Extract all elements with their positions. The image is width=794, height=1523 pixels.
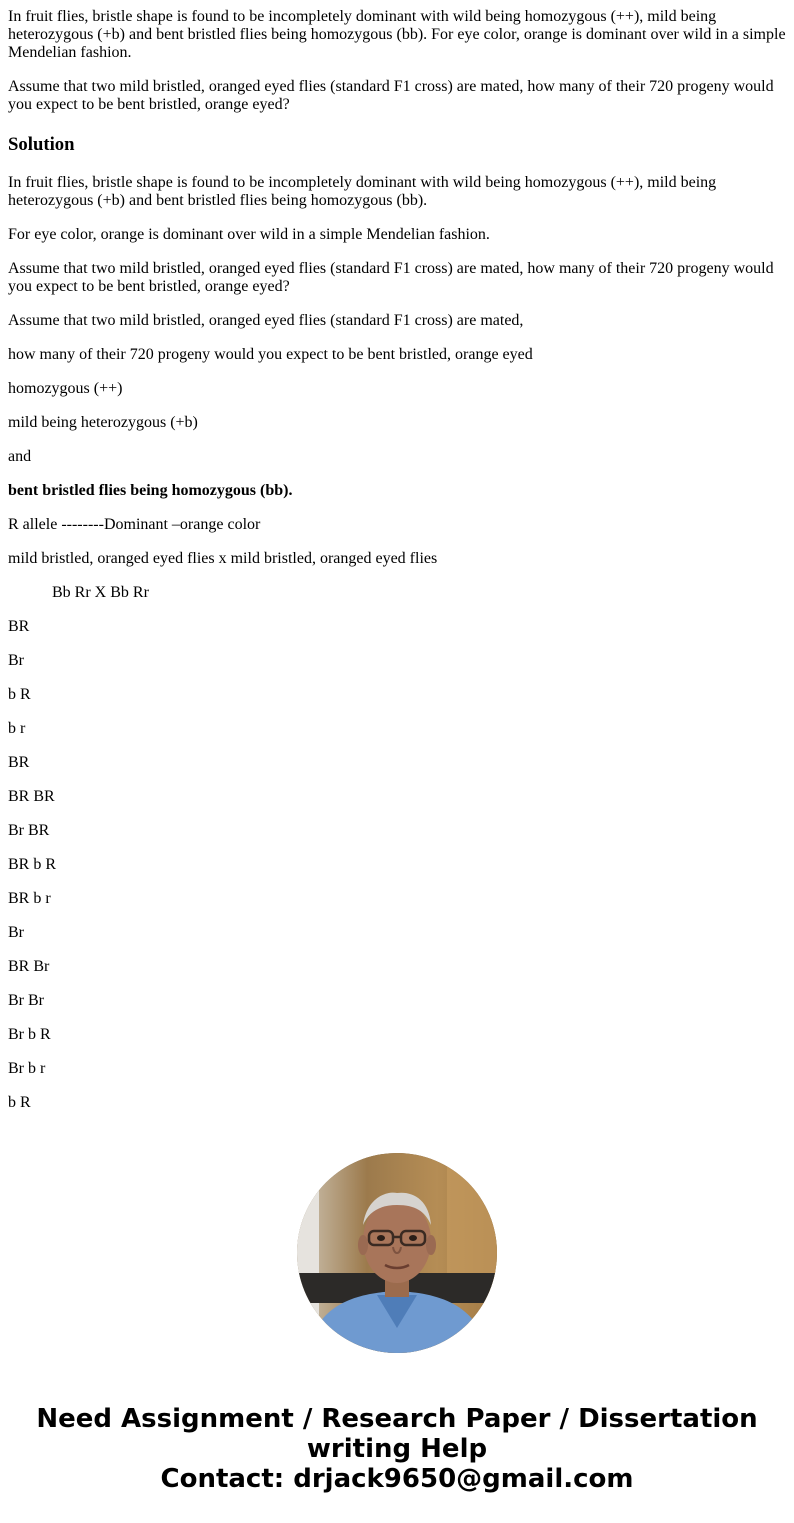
- solution-heading: Solution: [8, 134, 75, 155]
- punnett-line: Br: [8, 924, 24, 941]
- gamete-line: BR: [8, 618, 30, 635]
- cta-line-1: Need Assignment / Research Paper / Dissertation: [36, 1404, 758, 1434]
- solution-line: In fruit flies, bristle shape is found to be incompletely dominant with wild being homozygous (++), mild being heterozygous (+b) and bent bristled flies being homozygous (bb).: [8, 174, 717, 209]
- punnett-line: Br b r: [8, 1060, 46, 1077]
- author-portrait-image: [297, 1153, 497, 1353]
- punnett-line: Br Br: [8, 992, 44, 1009]
- solution-line: Assume that two mild bristled, oranged eyed flies (standard F1 cross) are mated,: [8, 312, 524, 329]
- punnett-line: BR b r: [8, 890, 51, 907]
- solution-line: homozygous (++): [8, 380, 123, 397]
- gamete-line: b r: [8, 720, 26, 737]
- solution-line: R allele --------Dominant –orange color: [8, 516, 261, 533]
- punnett-line: Br b R: [8, 1026, 51, 1043]
- punnett-line: b R: [8, 1094, 31, 1111]
- gamete-line: Br: [8, 652, 24, 669]
- punnett-line: BR Br: [8, 958, 50, 975]
- solution-line: and: [8, 448, 32, 465]
- cta-line-2: writing Help: [306, 1434, 488, 1464]
- contact-banner: [0, 1404, 794, 1494]
- author-avatar: [297, 1153, 497, 1353]
- solution-line: For eye color, orange is dominant over wild in a simple Mendelian fashion.: [8, 226, 490, 243]
- solution-line-bold: bent bristled flies being homozygous (bb).: [8, 482, 293, 499]
- solution-line: mild being heterozygous (+b): [8, 414, 198, 431]
- solution-line: Assume that two mild bristled, oranged eyed flies (standard F1 cross) are mated, how many of their 720 progeny would you expect to be bent bristled, orange eyed?: [8, 260, 774, 295]
- gamete-line: b R: [8, 686, 31, 703]
- cta-contact-email: Contact: drjack9650@gmail.com: [160, 1464, 634, 1494]
- punnett-line: BR b R: [8, 856, 57, 873]
- punnett-line: BR: [8, 754, 30, 771]
- punnett-line: Br BR: [8, 822, 50, 839]
- solution-line: mild bristled, oranged eyed flies x mild bristled, oranged eyed flies: [8, 550, 438, 567]
- punnett-line: BR BR: [8, 788, 55, 805]
- question-paragraph-2: Assume that two mild bristled, oranged eyed flies (standard F1 cross) are mated, how many of their 720 progeny would you expect to be bent bristled, orange eyed?: [8, 78, 774, 113]
- cross-genotypes: Bb Rr X Bb Rr: [52, 584, 149, 601]
- solution-line: how many of their 720 progeny would you expect to be bent bristled, orange eyed: [8, 346, 533, 363]
- question-paragraph-1: In fruit flies, bristle shape is found to be incompletely dominant with wild being homozygous (++), mild being heterozygous (+b) and bent bristled flies being homozygous (bb). For eye color, orange is dominant over wild in a simple Mendelian fashion.: [8, 8, 786, 61]
